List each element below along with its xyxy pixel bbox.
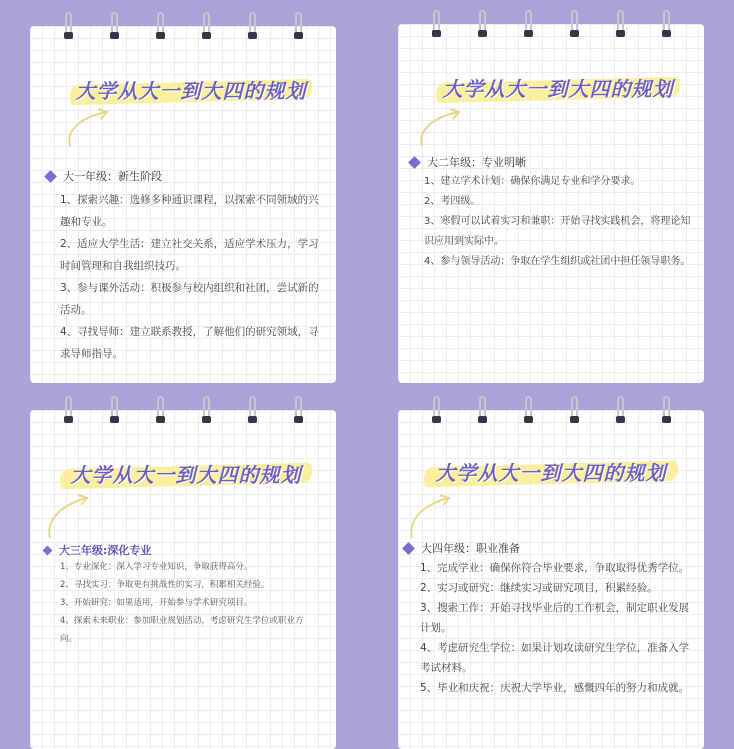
curved-arrow-icon (44, 492, 94, 542)
binder-ring-icon (202, 396, 211, 424)
binder-ring-icon (202, 12, 211, 40)
planner-card-1 (30, 26, 336, 383)
card-title (424, 456, 678, 490)
planner-card-4 (398, 410, 704, 749)
planner-card-2 (398, 24, 704, 383)
binder-ring-icon (294, 12, 303, 40)
card-title (60, 458, 312, 492)
list-item: 4、寻找导师：建立联系教授，了解他们的研究领域，寻求导师指导。 (60, 326, 319, 360)
diamond-bullet-icon (44, 170, 57, 183)
spiral-binding (30, 12, 336, 46)
list-item: 1、完成学业：确保你符合毕业要求，争取取得优秀学位。 (420, 562, 690, 574)
item-list (420, 558, 696, 698)
binder-ring-icon (156, 12, 165, 40)
curved-arrow-icon (64, 106, 114, 150)
grade-heading (46, 168, 162, 184)
list-item: 3、参与课外活动：积极参与校内组织和社团，尝试新的活动。 (60, 282, 319, 316)
spiral-binding (398, 10, 704, 44)
grade-heading (44, 542, 151, 558)
item-list (60, 189, 328, 365)
binder-ring-icon (294, 396, 303, 424)
binder-ring-icon (570, 396, 579, 424)
binder-ring-icon (64, 396, 73, 424)
binder-ring-icon (616, 10, 625, 38)
list-item: 4、探索未来职业：参加职业规划活动，考虑研究生学位或职业方向。 (60, 616, 304, 644)
binder-ring-icon (478, 396, 487, 424)
list-item: 2、实习或研究：继续实习或研究项目，积累经验。 (420, 582, 658, 594)
binder-ring-icon (616, 396, 625, 424)
spiral-binding (30, 396, 336, 430)
spiral-binding (398, 396, 704, 430)
title-text: 大学从大一到大四的规划 (70, 463, 302, 487)
binder-ring-icon (110, 12, 119, 40)
heading-text: 大三年级:深化专业 (59, 544, 152, 557)
item-list (424, 172, 696, 272)
list-item: 5、毕业和庆祝：庆祝大学毕业，感慨四年的努力和成就。 (420, 682, 690, 694)
list-item: 4、考虑研究生学位：如果计划攻读研究生学位，准备入学考试材料。 (420, 642, 690, 674)
binder-ring-icon (570, 10, 579, 38)
heading-text: 大一年级：新生阶段 (63, 170, 162, 183)
heading-text: 大四年级：职业准备 (421, 542, 520, 555)
binder-ring-icon (662, 10, 671, 38)
list-item: 3、搜索工作：开始寻找毕业后的工作机会，制定职业发展计划。 (420, 602, 690, 634)
binder-ring-icon (432, 10, 441, 38)
title-text: 大学从大一到大四的规划 (442, 77, 674, 101)
card-title (436, 72, 680, 106)
list-item: 2、寻找实习：争取更有挑战性的实习，积累相关经验。 (60, 580, 270, 590)
title-text: 大学从大一到大四的规划 (435, 461, 667, 485)
grade-heading (404, 540, 520, 556)
list-item: 2、适应大学生活：建立社交关系，适应学术压力，学习时间管理和自我组织技巧。 (60, 238, 319, 272)
grade-heading (410, 154, 526, 170)
list-item: 1、专业深化：深入学习专业知识，争取获得高分。 (60, 562, 253, 572)
binder-ring-icon (662, 396, 671, 424)
card-title (70, 74, 312, 108)
list-item: 2、考四级。 (424, 196, 481, 207)
list-item: 3、寒假可以试着实习和兼职：开始寻找实践机会，将理论知识应用到实际中。 (424, 216, 691, 247)
list-item: 4、参与领导活动：争取在学生组织或社团中担任领导职务。 (424, 256, 691, 267)
item-list (60, 558, 310, 648)
curved-arrow-icon (416, 106, 466, 150)
list-item: 1、建立学术计划：确保你满足专业和学分要求。 (424, 176, 641, 187)
binder-ring-icon (64, 12, 73, 40)
binder-ring-icon (248, 12, 257, 40)
list-item: 3、开始研究：如果适用，开始参与学术研究项目。 (60, 598, 253, 608)
binder-ring-icon (110, 396, 119, 424)
binder-ring-icon (156, 396, 165, 424)
binder-ring-icon (478, 10, 487, 38)
binder-ring-icon (432, 396, 441, 424)
curved-arrow-icon (406, 492, 456, 542)
binder-ring-icon (524, 396, 533, 424)
diamond-bullet-icon (43, 545, 53, 555)
diamond-bullet-icon (402, 542, 415, 555)
diamond-bullet-icon (408, 156, 421, 169)
title-text: 大学从大一到大四的规划 (75, 79, 307, 103)
binder-ring-icon (248, 396, 257, 424)
heading-text: 大二年级：专业明晰 (427, 156, 526, 169)
list-item: 1、探索兴趣：选修多种通识课程，以探索不同领域的兴趣和专业。 (60, 194, 319, 228)
planner-card-3 (30, 410, 336, 749)
binder-ring-icon (524, 10, 533, 38)
